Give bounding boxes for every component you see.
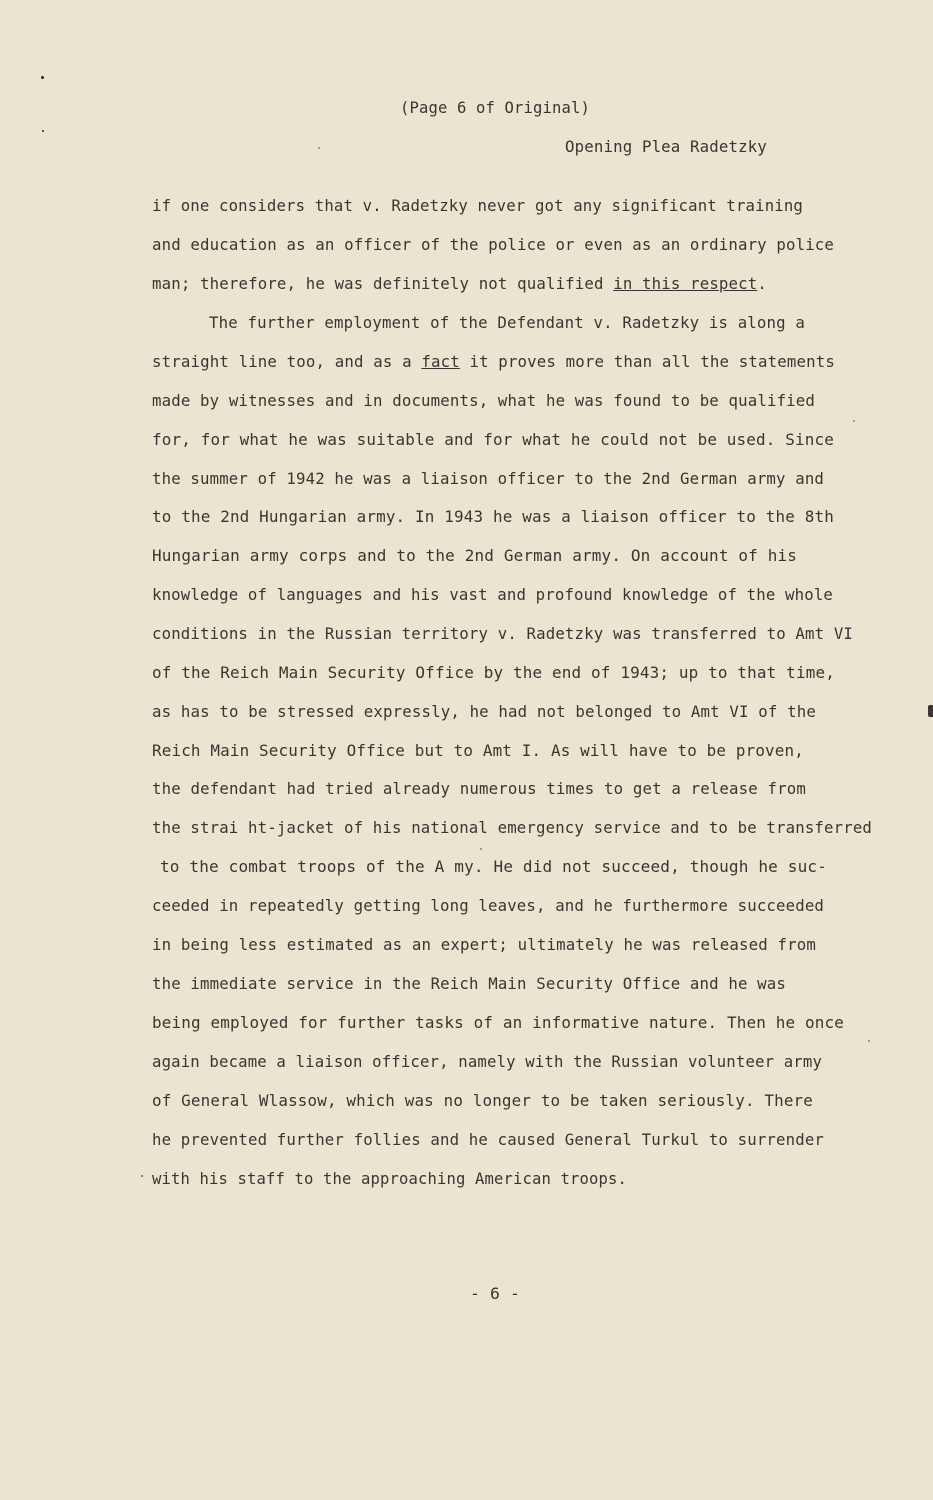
body-line: to the 2nd Hungarian army. In 1943 he was a liaison officer to the 8th xyxy=(152,508,834,526)
body-line: for, for what he was suitable and for what he could not be used. Since xyxy=(152,431,834,449)
body-line: the immediate service in the Reich Main Security Office and he was xyxy=(152,975,787,993)
body-line: to the combat troops of the A my. He did not succeed, though he suc- xyxy=(160,858,828,876)
body-line: knowledge of languages and his vast and profound knowledge of the whole xyxy=(152,586,834,604)
body-line: Reich Main Security Office but to Amt I. As will have to be proven, xyxy=(152,742,804,760)
body-line: of General Wlassow, which was no longer to be taken seriously. There xyxy=(152,1092,813,1110)
body-line: as has to be stressed expressly, he had not belonged to Amt VI of the xyxy=(152,703,816,721)
body-line: straight line too, and as a fact it proves more than all the statements xyxy=(152,353,835,371)
page-of-original-label: (Page 6 of Original) xyxy=(400,99,591,117)
document-title: Opening Plea Radetzky xyxy=(565,138,767,156)
body-line: he prevented further follies and he caused General Turkul to surrender xyxy=(152,1131,825,1149)
paper-speck xyxy=(41,76,44,79)
underlined-phrase: in this respect xyxy=(613,275,758,293)
edge-mark xyxy=(928,705,933,717)
body-line xyxy=(152,273,767,295)
body-line: with his staff to the approaching American troops. xyxy=(152,1170,628,1188)
body-line: the strai ht-jacket of his national emergency service and to be transferred xyxy=(152,819,873,837)
body-line: of the Reich Main Security Office by the end of 1943; up to that time, xyxy=(152,664,835,682)
paper-speck xyxy=(480,848,482,850)
underlined-phrase: fact xyxy=(421,353,460,371)
paper-speck xyxy=(318,147,320,149)
body-line: in being less estimated as an expert; ultimately he was released from xyxy=(152,936,816,954)
body-line: made by witnesses and in documents, what he was found to be qualified xyxy=(152,392,816,410)
body-line: again became a liaison officer, namely with the Russian volunteer army xyxy=(152,1053,823,1071)
underlined-phrase-line: man; therefore, he was definitely not qualified in this respect. xyxy=(152,275,767,293)
body-line: and education as an officer of the police or even as an ordinary police xyxy=(152,236,835,254)
body-line: ceeded in repeatedly getting long leaves, and he furthermore succeeded xyxy=(152,897,825,915)
body-line: The further employment of the Defendant v. Radetzky is along a xyxy=(209,314,805,332)
body-line: Hungarian army corps and to the 2nd German army. On account of his xyxy=(152,547,798,565)
body-line: if one considers that v. Radetzky never got any significant training xyxy=(152,197,804,215)
body-line: the summer of 1942 he was a liaison officer to the 2nd German army and xyxy=(152,470,825,488)
body-line: the defendant had tried already numerous times to get a release from xyxy=(152,780,806,798)
paper-speck xyxy=(42,130,44,132)
paper-speck xyxy=(141,1175,143,1177)
paper-speck xyxy=(868,1040,870,1042)
body-line: conditions in the Russian territory v. Radetzky was transferred to Amt VI xyxy=(152,625,854,643)
body-line: being employed for further tasks of an informative nature. Then he once xyxy=(152,1014,844,1032)
page-number: - 6 - xyxy=(470,1285,520,1303)
paper-speck xyxy=(853,420,855,422)
